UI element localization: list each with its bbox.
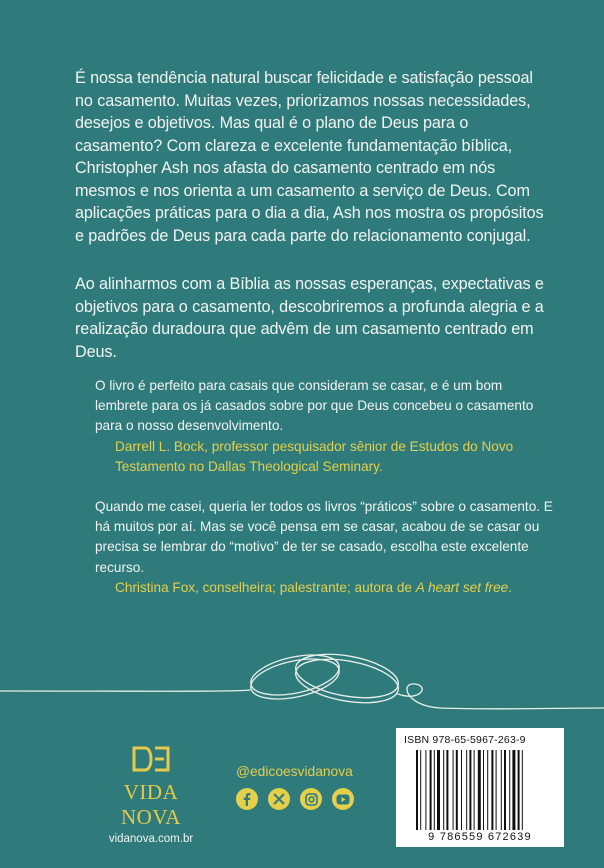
endorsement-2 xyxy=(95,497,555,598)
isbn-digits: 9 786559 672639 xyxy=(428,831,532,843)
publisher-url[interactable]: vidanova.com.br xyxy=(108,833,194,845)
facebook-icon[interactable] xyxy=(236,788,258,810)
isbn-barcode-box xyxy=(396,728,564,847)
isbn-label: ISBN 978-65-5967-263-9 xyxy=(404,734,526,746)
publisher-mark-icon xyxy=(131,745,171,773)
barcode xyxy=(416,750,544,830)
social-icons xyxy=(236,788,354,810)
youtube-icon[interactable] xyxy=(332,788,354,810)
book-title: A heart set free xyxy=(415,579,509,595)
endorsement-attribution: Christina Fox, conselheira; palestrante; autora de A heart set free. xyxy=(115,579,512,595)
social-handle[interactable]: @edicoesvidanova xyxy=(236,764,353,779)
endorsement-quote: O livro é perfeito para casais que consideram se casar, e é um bom lembrete para os já casados sobre por que Deus concebeu o casamento para o nosso desenvolvimento. xyxy=(95,378,534,434)
x-icon[interactable] xyxy=(268,788,290,810)
blurb-paragraph-1: É nossa tendência natural buscar felicidade e satisfação pessoal no casamento. Muitas vezes, priorizamos nossas necessidades, desejos e objetivos. Mas qual é o plano de Deus para o casamento? Com clareza e excelente fundamentação bíblica, Christopher Ash nos afasta do casamento centrado em nós mesmos e nos orienta a um casamento a serviço de Deus. Com aplicações práticas para o dia a dia, Ash nos mostra os propósitos e padrões de Deus para cada parte do relacionamento conjugal. xyxy=(75,69,544,245)
publisher-logo xyxy=(96,745,206,845)
blurb-paragraph-2: Ao alinharmos com a Bíblia as nossas esperanças, expectativas e objetivos para o casamento, descobriremos a profunda alegria e a realização duradoura que advêm de um casamento centrado em Deus. xyxy=(75,275,544,361)
endorsement-quote: Quando me casei, queria ler todos os livros “práticos” sobre o casamento. E há muitos por aí. Mas se você pensa em se casar, acabou de se casar ou precisa se lembrar do “motivo” de ter se casado, escolha este excelente recurso. xyxy=(95,499,553,575)
endorsement-attribution: Darrell L. Bock, professor pesquisador sênior de Estudos do Novo Testamento no Dallas Theological Seminary. xyxy=(115,438,514,474)
endorsement-1 xyxy=(95,376,555,477)
publisher-name: VIDA NOVA xyxy=(121,780,181,829)
instagram-icon[interactable] xyxy=(300,788,322,810)
rings-illustration xyxy=(0,628,604,718)
